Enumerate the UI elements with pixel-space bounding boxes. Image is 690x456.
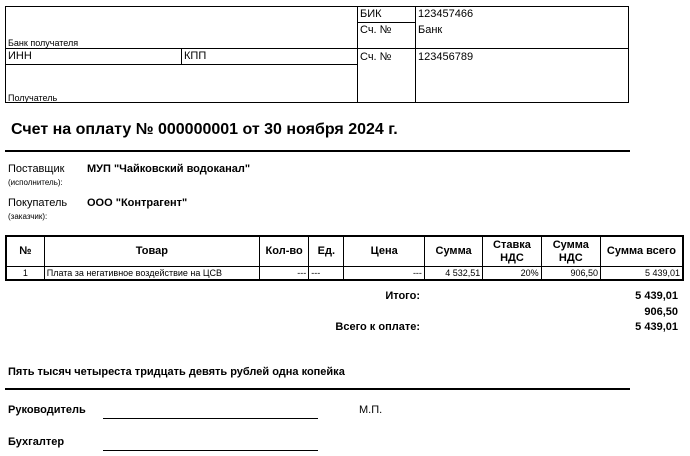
column-header: Сумма	[424, 236, 482, 267]
table-cell: 20%	[483, 267, 541, 281]
table-cell: ---	[259, 267, 308, 281]
recipient-label: Получатель	[8, 93, 58, 103]
table-cell: 906,50	[541, 267, 600, 281]
accountant-label: Бухгалтер	[8, 436, 65, 448]
supplier-name: МУП "Чайковский водоканал"	[87, 163, 251, 175]
vat-total-value: 906,50	[644, 306, 678, 318]
words-divider	[5, 388, 630, 390]
buyer-name: ООО "Контрагент"	[87, 197, 188, 209]
table-header-row	[6, 236, 683, 267]
bank-label: Банк получателя	[8, 38, 79, 48]
column-header: Цена	[344, 236, 424, 267]
table-cell: 1	[6, 267, 44, 281]
total-label: Итого:	[385, 290, 420, 302]
account-label-2: Сч. №	[360, 51, 392, 63]
kpp-label: КПП	[184, 50, 207, 62]
supplier-label: Поставщик	[8, 163, 65, 175]
column-header: №	[6, 236, 44, 267]
table-cell: 5 439,01	[600, 267, 683, 281]
invoice-title: Счет на оплату № 000000001 от 30 ноября 2024 г.	[11, 121, 398, 138]
total-value: 5 439,01	[635, 290, 678, 302]
inn-label: ИНН	[8, 50, 32, 62]
column-header: Ед.	[309, 236, 344, 267]
table-cell: 4 532,51	[424, 267, 482, 281]
amount-in-words: Пять тысяч четыреста тридцать девять рублей одна копейка	[8, 366, 345, 378]
goods-table	[5, 235, 684, 281]
stamp-label: М.П.	[359, 404, 383, 416]
table-cell: Плата за негативное воздействие на ЦСВ	[44, 267, 259, 281]
director-signature-line	[103, 418, 318, 419]
account-label-1: Сч. №	[360, 24, 392, 36]
bank-details-box	[5, 6, 629, 103]
supplier-sublabel: (исполнитель):	[8, 178, 63, 187]
title-divider	[5, 150, 630, 152]
amount-due-label: Всего к оплате:	[335, 321, 420, 333]
table-row	[6, 267, 683, 281]
accountant-signature-line	[103, 450, 318, 451]
account-value-1: Банк	[418, 24, 443, 36]
column-header: Ставка НДС	[483, 236, 541, 267]
column-header: Сумма НДС	[541, 236, 600, 267]
column-header: Сумма всего	[600, 236, 683, 267]
buyer-sublabel: (заказчик):	[8, 212, 48, 221]
column-header: Товар	[44, 236, 259, 267]
table-cell: ---	[344, 267, 424, 281]
amount-due-value: 5 439,01	[635, 321, 678, 333]
bik-label: БИК	[360, 8, 382, 20]
column-header: Кол-во	[259, 236, 308, 267]
director-label: Руководитель	[8, 404, 86, 416]
account-value-2: 123456789	[418, 51, 474, 63]
table-cell: ---	[309, 267, 344, 281]
buyer-label: Покупатель	[8, 197, 68, 209]
bik-value: 123457466	[418, 8, 474, 20]
